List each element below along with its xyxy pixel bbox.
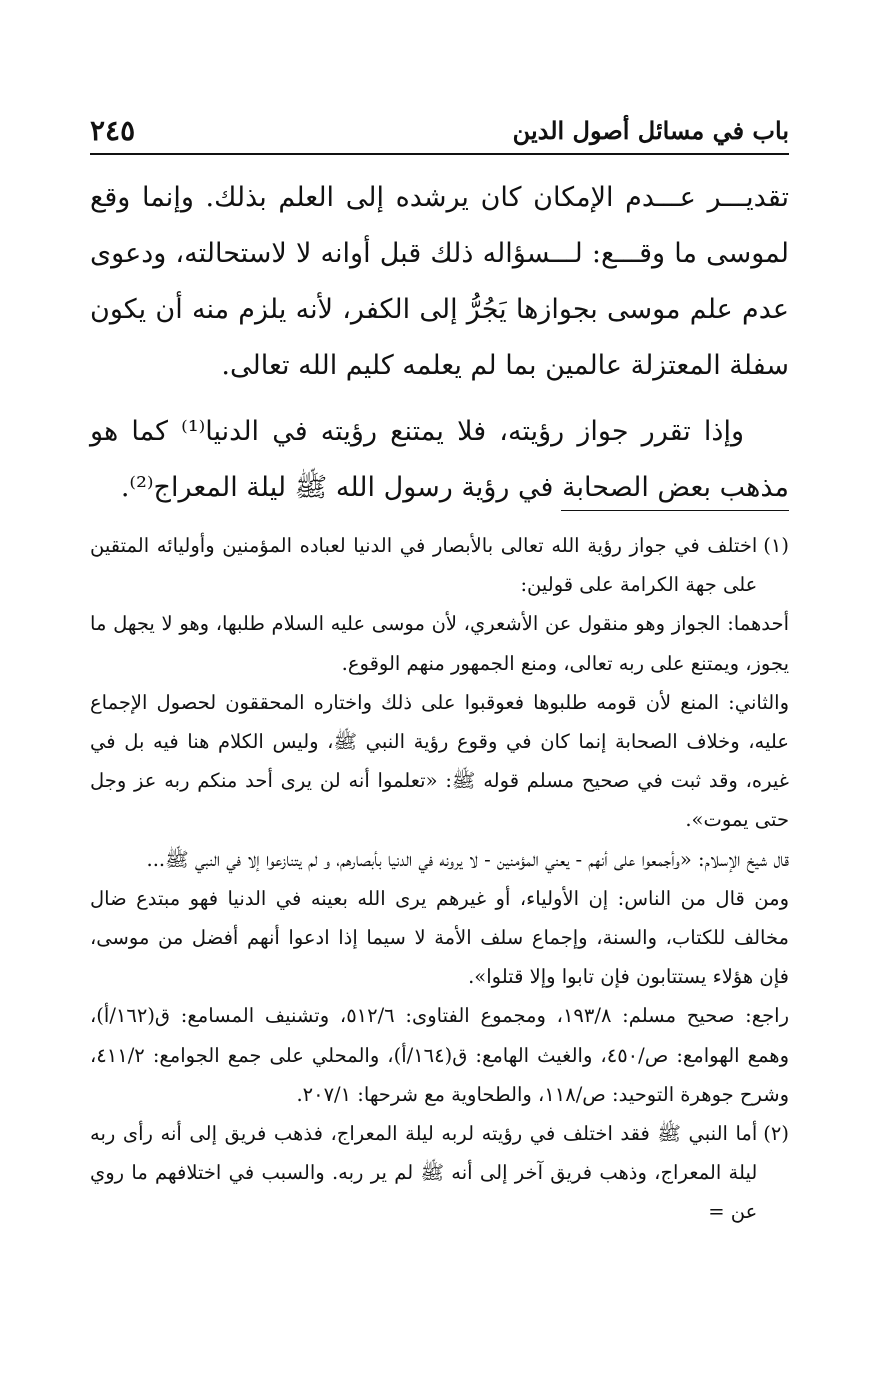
header-rule bbox=[90, 153, 789, 155]
footnote-1 bbox=[90, 526, 789, 604]
footnote-body bbox=[90, 1114, 757, 1232]
page-number: ٢٤٥ bbox=[90, 113, 136, 147]
main-paragraph: تقديـــر عـــدم الإمكان كان يرشده إلى العلم بذلك. وإنما وقع لموسى ما وقـــع: لـــسؤاله ذلك قبل أوانه لا لاستحالته، ودعوى عدم علم موسى بجوازها يَجُرُّ إلى الكفر، لأنه يلزم منه أن يكون سفلة المعتزلة عالمين بما لم يعلمه كليم الله تعالى. bbox=[90, 182, 789, 381]
footnote-marker: (١) bbox=[763, 534, 789, 557]
running-header bbox=[90, 108, 789, 152]
footnote-2 bbox=[90, 1114, 789, 1232]
chapter-title: باب في مسائل أصول الدين bbox=[512, 115, 789, 145]
footnotes bbox=[90, 526, 789, 1232]
main-text bbox=[90, 170, 789, 526]
footnote-paragraph: راجع: صحيح مسلم: ١٩٣/٨، ومجموع الفتاوى: ٥١٢/٦، وتشنيف المسامع: ق(١٦٢/أ)، وهمع الهوامع: ص/٤٥٠، والغيث الهامع: ق(١٦٤/أ)، والمحلي على جمع الجوامع: ٤١١/٢، وشرح جوهرة التوحيد: ص/١١٨، والطحاوية مع شرحها: ٢٠٧/١. bbox=[90, 1004, 789, 1106]
footnote-paragraph: اختلف في جواز رؤية الله تعالى بالأبصار في الدنيا لعباده المؤمنين وأوليائه المتقين على جهة الكرامة على قولين: bbox=[90, 534, 758, 597]
footnote-separator bbox=[561, 510, 789, 511]
footnote-paragraph: أما النبي ﷺ فقد اختلف في رؤيته لربه ليلة المعراج، فذهب فريق إلى أنه رأى ربه ليلة المعراج، وذهب فريق آخر إلى أنه ﷺ لم ير ربه. والسبب في اختلافهم ما روي عن = bbox=[90, 1122, 758, 1224]
footnote-body bbox=[90, 526, 757, 604]
footnote-paragraph: والثاني: المنع لأن قومه طلبوها فعوقبوا على ذلك واختاره المحققون لحصول الإجماع عليه، وخلاف الصحابة إنما كان في وقوع رؤية النبي ﷺ، وليس الكلام هنا فيه بل في غيره، وقد ثبت في صحيح مسلم قوله ﷺ: «تعلموا أنه لن يرى أحد منكم ربه عز وجل حتى يموت». bbox=[90, 690, 789, 832]
footnote-marker: (٢) bbox=[763, 1122, 789, 1146]
footnote-paragraph: أحدهما: الجواز وهو منقول عن الأشعري، لأن موسى عليه السلام طلبها، وهو لا يجهل ما يجوز، ويمتنع على ربه تعالى، ومنع الجمهور منهم الوقوع. bbox=[90, 612, 789, 675]
footnote-paragraph: ومن قال من الناس: إن الأولياء، أو غيرهم يرى الله بعينه في الدنيا فهو مبتدع ضال مخالف للكتاب، والسنة، وإجماع سلف الأمة لا سيما إذا ادعوا أنهم أفضل من موسى، فإن هؤلاء يستتابون فإن تابوا وإلا قتلوا». bbox=[90, 886, 789, 989]
footnote-paragraph: قال شيخ الإسلام: «وأجمعوا على أنهم - يعني المؤمنين - لا يرونه في الدنيا بأبصارهم، و لم يتنازعوا إلا في النبي ﷺ... bbox=[146, 847, 789, 871]
main-paragraph: وإذا تقرر جواز رؤيته، فلا يمتنع رؤيته في الدنيا⁽¹⁾ كما هو مذهب بعض الصحابة في رؤية رسول الله ﷺ ليلة المعراج⁽²⁾. bbox=[90, 416, 789, 503]
